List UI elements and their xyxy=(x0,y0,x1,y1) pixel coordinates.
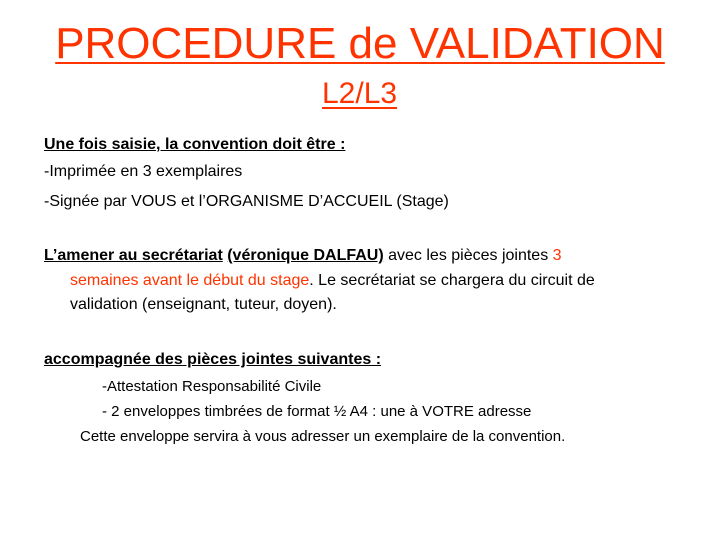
section2-contact: (véronique DALFAU) xyxy=(227,247,384,264)
section2-text-a: avec les pièces jointes xyxy=(383,247,553,264)
section1-heading: Une fois saisie, la convention doit être : xyxy=(44,136,346,153)
section3-heading: accompagnée des pièces jointes suivantes : xyxy=(44,351,382,368)
section3-item-envelopes: - 2 enveloppes timbrées de format ½ A4 : une à VOTRE adresse xyxy=(102,403,532,420)
section2-line1 xyxy=(44,245,562,267)
section2-red-b: semaines avant le début du stage xyxy=(70,272,310,289)
page-title: PROCEDURE de VALIDATION xyxy=(55,19,665,68)
section2-lead: L’amener au secrétariat xyxy=(44,247,223,264)
section2-line3: validation (enseignant, tuteur, doyen). xyxy=(70,296,337,313)
section3-note: Cette enveloppe servira à vous adresser un exemplaire de la convention. xyxy=(80,428,566,445)
section2-line2 xyxy=(70,270,595,292)
section1-item-print: -Imprimée en 3 exemplaires xyxy=(44,163,243,180)
section1-item-sign: -Signée par VOUS et l’ORGANISME D’ACCUEIL (Stage) xyxy=(44,193,449,210)
page-subtitle: L2/L3 xyxy=(322,77,398,110)
section2-text-b: . Le secrétariat se chargera du circuit de xyxy=(309,272,595,289)
section2-red-a: 3 xyxy=(552,247,562,264)
section3-item-attestation: -Attestation Responsabilité Civile xyxy=(102,378,322,395)
